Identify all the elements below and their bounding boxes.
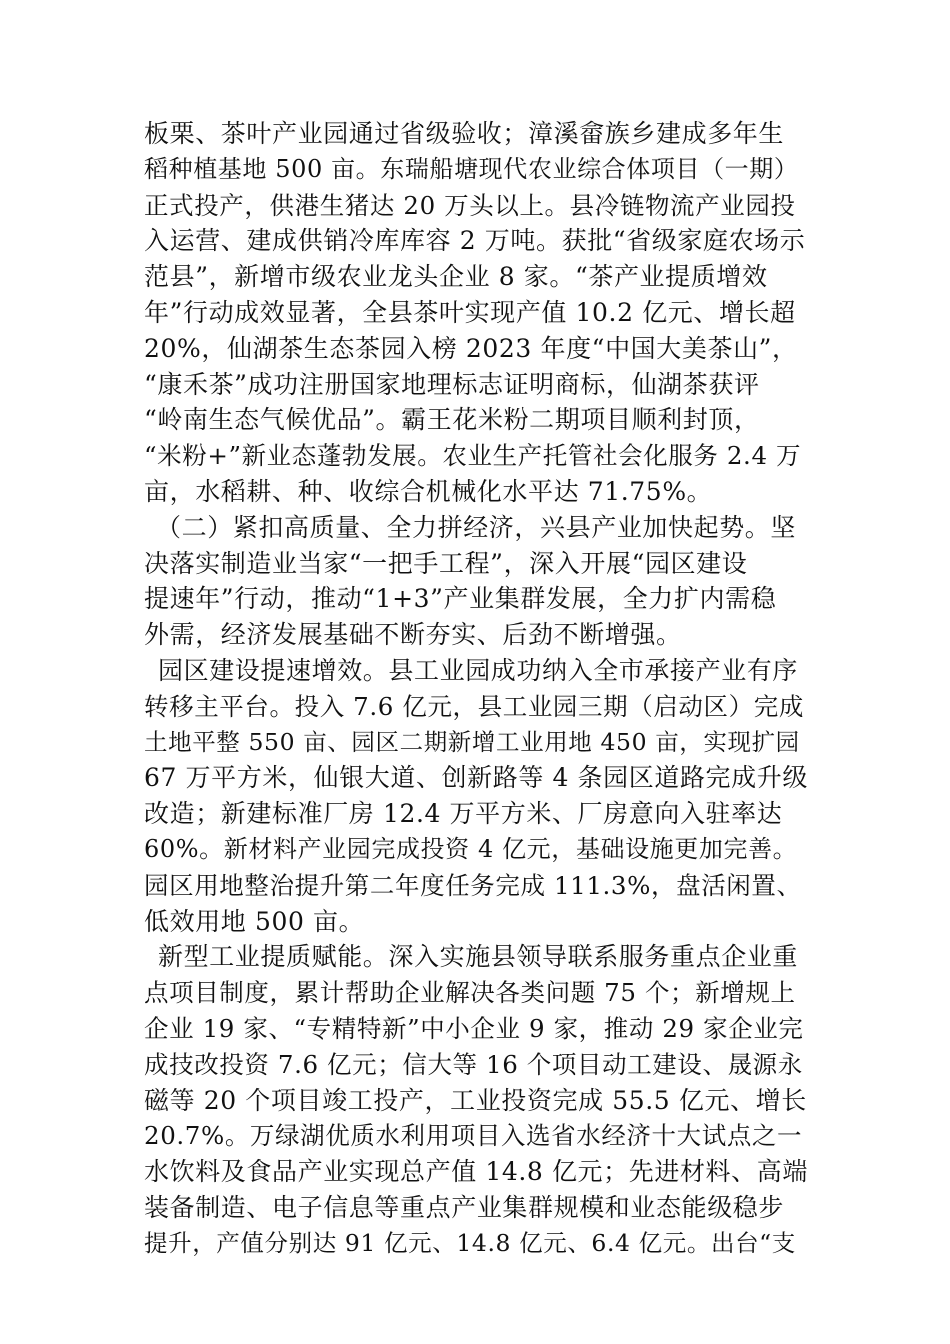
text-line: “岭南生态气候优品”。霸王花米粉二期项目顺利封顶， — [144, 405, 760, 435]
text-line: 板栗、茶叶产业园通过省级验收；漳溪畲族乡建成多年生 — [144, 119, 785, 148]
text-line: 20.7%。万绿湖优质水利用项目入选省水经济十大试点之一 — [144, 1121, 803, 1151]
text-line: 稻种植基地 500 亩。东瑞船塘现代农业综合体项目（一期） — [144, 154, 799, 183]
text-line: 正式投产，供港生猪达 20 万头以上。县冷链物流产业园投 — [144, 190, 796, 220]
text-line: 67 万平方米，仙银大道、创新路等 4 条园区道路完成升级 — [144, 763, 808, 793]
text-line: 园区用地整治提升第二年度任务完成 111.3%，盘活闲置、 — [144, 870, 802, 900]
text-line: 60%。新材料产业园完成投资 4 亿元，基础设施更加完善。 — [144, 834, 798, 863]
text-line: 亩，水稻耕、种、收综合机械化水平达 71.75%。 — [144, 476, 713, 506]
paragraph-heading: （二）紧扣高质量、全力拼经济，兴县产业加快起势。坚 — [156, 512, 797, 542]
text-line: 提升，产值分别达 91 亿元、14.8 亿元、6.4 亿元。出台“支 — [144, 1228, 796, 1257]
text-line: “康禾茶”成功注册国家地理标志证明商标，仙湖茶获评 — [144, 369, 760, 399]
text-line: 土地平整 550 亩、园区二期新增工业用地 450 亩，实现扩园 — [144, 727, 800, 756]
text-line: 改造；新建标准厂房 12.4 万平方米、厂房意向入驻率达 — [144, 799, 783, 829]
text-line: 转移主平台。投入 7.6 亿元，县工业园三期（启动区）完成 — [144, 691, 804, 721]
text-line: 成技改投资 7.6 亿元；信大等 16 个项目动工建设、晟源永 — [144, 1049, 803, 1079]
text-line: 提速年”行动，推动“1+3”产业集群发展，全力扩内需稳 — [144, 584, 777, 614]
text-line: 水饮料及食品产业实现总产值 14.8 亿元；先进材料、高端 — [144, 1157, 808, 1187]
text-line: “米粉+”新业态蓬勃发展。农业生产托管社会化服务 2.4 万 — [144, 441, 802, 471]
text-line: 决落实制造业当家“一把手工程”，深入开展“园区建设 — [144, 548, 748, 578]
paragraph-start: 园区建设提速增效。县工业园成功纳入全市承接产业有序 — [158, 655, 799, 685]
text-line: 入运营、建成供销冷库库容 2 万吨。获批“省级家庭农场示 — [144, 226, 806, 256]
text-line: 20%，仙湖茶生态茶园入榜 2023 年度“中国大美茶山”， — [144, 333, 798, 363]
paragraph-start: 新型工业提质赋能。深入实施县领导联系服务重点企业重 — [158, 942, 799, 972]
text-line: 点项目制度，累计帮助企业解决各类问题 75 个；新增规上 — [144, 978, 796, 1008]
text-line: 范县”，新增市级农业龙头企业 8 家。“茶产业提质增效 — [144, 262, 768, 292]
text-line: 年”行动成效显著，全县茶叶实现产值 10.2 亿元、增长超 — [144, 297, 796, 327]
text-line: 装备制造、电子信息等重点产业集群规模和业态能级稳步 — [144, 1192, 785, 1222]
document-body — [144, 116, 808, 1262]
text-line: 企业 19 家、“专精特新”中小企业 9 家，推动 29 家企业完 — [144, 1013, 804, 1043]
text-line: 低效用地 500 亩。 — [144, 906, 365, 936]
text-line: 外需，经济发展基础不断夯实、后劲不断增强。 — [144, 620, 682, 650]
text-line: 磁等 20 个项目竣工投产，工业投资完成 55.5 亿元、增长 — [144, 1085, 807, 1115]
